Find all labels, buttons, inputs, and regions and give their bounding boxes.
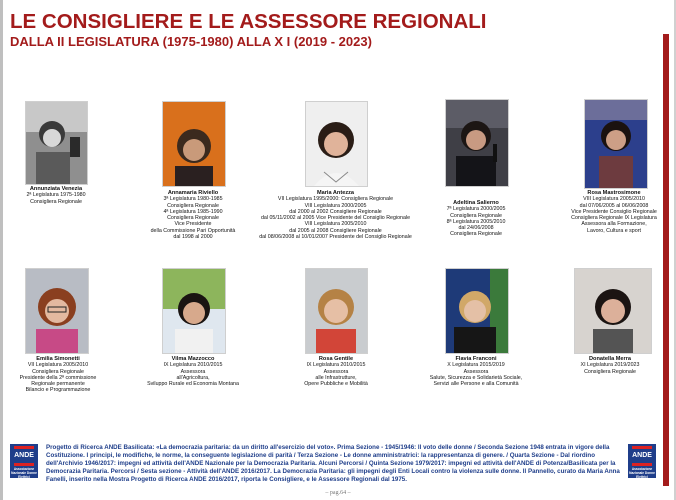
- member-photo: [25, 268, 89, 354]
- member-card-4: [418, 200, 534, 238]
- page-number: – pag.64 –: [325, 490, 351, 496]
- member-card-3: [250, 190, 421, 240]
- member-photo: [445, 268, 509, 354]
- footer-description: Progetto di Ricerca ANDE Basilicata: «La democrazia paritaria: da un diritto all'esercizio del voto». Prima Sezione - 1945/1946: Il voto delle donne / Seconda Sezione 1948 entrata in vigore della Costituzione. I principi, le modifiche, le norme, la conseguente legislazione di parità / Terza Sezione - Le donne amministratrici: la rappresentanza di genere. / Quarta Sezione - Dal riordino dell'Archivio 1946/2017: impegni ed attività dell'ANDE Nazionale per la Democrazia Paritaria. Alcuni Percorsi / Quinta Sezione 1979/2017: impegni ed attività dell'ANDE di Potenza/Basilicata per la Democrazia Paritaria. Percorsi / Sesta sezione - Attività dell'ANDE 2016/2017. La Democrazia Paritaria: gli impegni degli Enti Locali contro la violenza sulle donne. Il Pannello, curato da Maria Anna Fanelli, inserito nella Mostra Progetto di Ricerca ANDE 2016/2017, riporta le Consigliere, e le Assessore Regionali dal 1975.: [46, 444, 620, 484]
- member-detail: Regionale permanente: [31, 381, 85, 388]
- ande-logo-label: ANDE: [14, 452, 34, 459]
- member-detail: Opere Pubbliche e Mobilità: [304, 381, 368, 388]
- member-photo: [574, 268, 652, 354]
- member-detail: dal 08/06/2008 al 10/01/2007 Presidente del Consiglio Regionale: [259, 234, 412, 241]
- member-detail: Consigliera Regionale IX Legislatura: [571, 215, 657, 222]
- member-detail: VII Legislatura 2005/2010: [27, 362, 89, 369]
- member-photo: [162, 268, 226, 354]
- page-edge: [0, 0, 3, 500]
- member-card-5: [553, 190, 675, 234]
- member-photo: [584, 99, 648, 189]
- member-detail: Sviluppo Rurale ed Economia Montana: [147, 381, 239, 388]
- ande-logo: [628, 444, 656, 478]
- footer-banner: [6, 442, 662, 492]
- member-detail: dal 1998 al 2000: [173, 234, 213, 241]
- member-card-1: [18, 186, 94, 205]
- member-card-9: [415, 356, 537, 387]
- member-detail: alle Infrastrutture,: [315, 374, 357, 381]
- member-detail: Consigliera Regionale: [30, 198, 82, 205]
- member-card-7: [132, 356, 254, 387]
- member-detail: Bilancio e Programmazione: [25, 387, 91, 394]
- ande-logo-caption: Associazione Nazionale Donne Elettrici: [629, 467, 655, 479]
- member-name: Emilia Simonetti: [36, 356, 80, 362]
- member-detail: Consigliera Regionale: [167, 202, 219, 209]
- red-side-bar: [663, 34, 669, 486]
- member-detail: Assessora: [180, 368, 206, 375]
- member-detail: 8ª Legislatura 2005/2010: [446, 218, 506, 225]
- member-photo: [25, 101, 88, 185]
- member-detail: Assessora alla Formazione,: [581, 221, 647, 228]
- member-detail: 2ª Legislatura 1975-1980: [26, 192, 86, 199]
- member-detail: dal 2000 al 2002 Consigliere Regionale: [289, 208, 382, 215]
- member-detail: X Legislatura 2015/2019: [447, 362, 505, 369]
- member-name: Donatella Merra: [589, 356, 631, 362]
- member-detail: VII Legislatura 1995/2000: Consigliera Regionale: [277, 196, 394, 203]
- member-detail: Lavoro, Cultura e sport: [587, 227, 641, 234]
- member-detail: XI Legislatura 2019/2023: [580, 362, 640, 369]
- member-detail: VIII Legislatura 2000/2005: [304, 202, 367, 209]
- member-detail: Consigliera Regionale: [450, 231, 502, 238]
- member-name: Adeltina Salierno: [453, 200, 499, 206]
- member-detail: VIII Legislatura 2005/2010: [583, 196, 645, 203]
- member-card-2: [130, 190, 256, 240]
- member-name: Flavia Franconi: [455, 356, 497, 362]
- ande-logo: [10, 444, 38, 478]
- member-card-8: [280, 356, 392, 387]
- member-detail: Vice Presidente: [174, 221, 212, 228]
- member-detail: Servizi alle Persone e alla Comunità: [433, 381, 519, 388]
- member-photo: [305, 268, 368, 354]
- member-detail: della Commissione Pari Opportunità: [150, 227, 236, 234]
- member-detail: Consigliera Regionale: [450, 212, 502, 219]
- member-name: Rosa Mastrosimone: [587, 190, 641, 196]
- page-subtitle: DALLA II LEGISLATURA (1975-1980) ALLA X I (2019 - 2023): [10, 34, 372, 49]
- member-detail: dal 24/06/2008: [458, 225, 494, 232]
- member-detail: all'Agricoltura,: [176, 374, 210, 381]
- member-photo: [305, 101, 368, 187]
- member-detail: 7ª Legislatura 2000/2005: [446, 206, 506, 213]
- member-detail: dal 2005 al 2008 Consigliere Regionale: [289, 227, 382, 234]
- member-card-10: [560, 356, 660, 375]
- member-detail: dal 07/06/2005 al 06/06/2008: [579, 202, 649, 209]
- member-detail: dal 05/11/2002 al 2005 Vice Presidente del Consiglio Regionale: [260, 215, 411, 222]
- member-name: Maria Antezza: [316, 190, 355, 196]
- member-photo: [445, 99, 509, 187]
- member-detail: Consigliera Regionale: [584, 368, 636, 375]
- member-detail: IX Legislatura 2010/2015: [163, 362, 223, 369]
- member-photo: [162, 101, 226, 187]
- member-detail: 3ª Legislatura 1980-1985: [163, 196, 223, 203]
- member-detail: Assessora: [463, 368, 489, 375]
- member-detail: Consigliera Regionale: [167, 215, 219, 222]
- ande-logo-label: ANDE: [632, 452, 652, 459]
- page-title: LE CONSIGLIERE E LE ASSESSORE REGIONALI: [10, 10, 487, 33]
- member-detail: VIII Legislatura 2005/2010: [304, 221, 367, 228]
- member-detail: 4ª Legislatura 1985-1990: [163, 208, 223, 215]
- member-detail: Salute, Sicurezza e Solidarietà Sociale,: [429, 374, 523, 381]
- member-detail: Presidente della 2ª commissione: [19, 374, 97, 381]
- member-detail: Assessora: [323, 368, 349, 375]
- member-name: Vilma Mazzocco: [171, 356, 215, 362]
- member-card-6: [8, 356, 108, 394]
- member-name: Annunziata Venezia: [29, 186, 83, 192]
- member-detail: Consigliera Regionale: [32, 368, 84, 375]
- member-detail: IX Legislatura 2010/2015: [306, 362, 366, 369]
- member-name: Annamaria Riviello: [167, 190, 219, 196]
- member-name: Rosa Gentile: [318, 356, 354, 362]
- ande-logo-caption: Associazione Nazionale Donne Elettrici: [11, 467, 37, 479]
- member-detail: Vice Presidente Consiglio Regionale: [571, 208, 657, 215]
